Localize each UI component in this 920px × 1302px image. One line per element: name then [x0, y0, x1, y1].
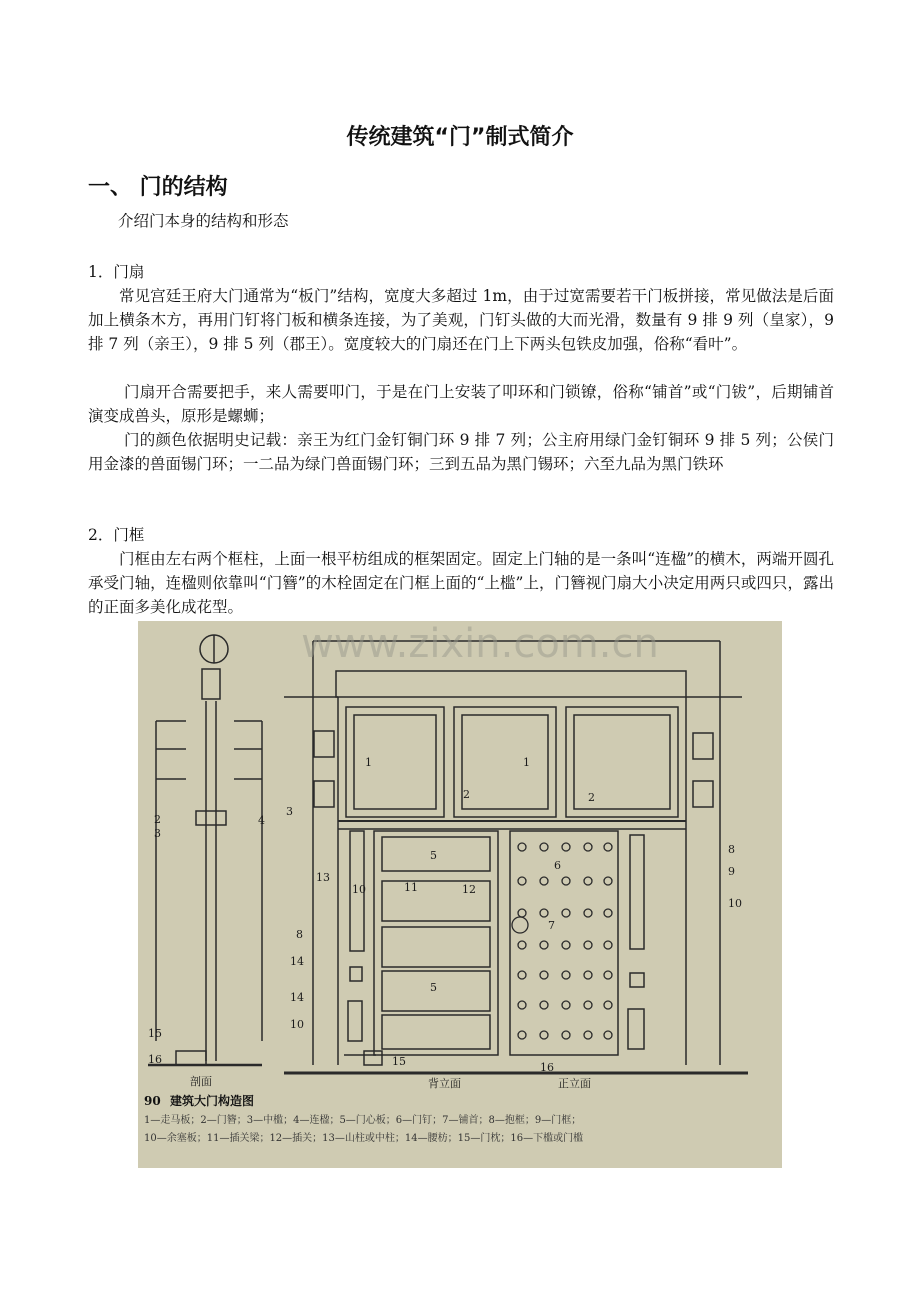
callout-label: 6 — [554, 859, 561, 872]
callout-label: 5 — [430, 981, 437, 994]
callout-label: 10 — [728, 897, 742, 910]
figure-legend-line-1: 1—走马板；2—门簪；3—中槛；4—连楹；5—门心板；6—门钉；7—铺首；8—抱框；9—门框； — [144, 1115, 582, 1126]
figure-caption-title: 建筑大门构造图 — [170, 1094, 255, 1108]
subsection-heading-door-leaf: 1．门扇 — [88, 263, 145, 281]
callout-label: 7 — [548, 919, 555, 932]
intro-text: 介绍门本身的结构和形态 — [118, 212, 289, 230]
label-section-view: 剖面 — [190, 1075, 212, 1088]
callout-label: 8 — [728, 843, 735, 856]
callout-label: 16 — [148, 1053, 162, 1066]
figure-number: 90 — [144, 1094, 161, 1108]
subsection-heading-door-frame: 2．门框 — [88, 526, 145, 544]
callout-label: 12 — [462, 883, 476, 896]
paragraph-door-leaf-2: 门扇开合需要把手，来人需要叩门，于是在门上安装了叩环和门锁镣，俗称“铺首”或“门钹”，后期铺首演变成兽头，原形是螺蛳； — [88, 383, 834, 425]
callout-label: 1 — [523, 756, 530, 769]
label-back-elevation: 背立面 — [428, 1077, 461, 1090]
callout-label: 9 — [728, 865, 735, 878]
callout-label: 2 — [463, 788, 470, 801]
paragraph-door-leaf-1: 常见宫廷王府大门通常为“板门”结构，宽度大多超过 1m，由于过宽需要若干门板拼接，常见做法是后面加上横条木方，再用门钉将门板和横条连接，为了美观，门钉头做的大而光滑，数量有 9 排 9 列（皇家），9 排 7 列（亲王），9 排 5 列（郡王）。宽度较大的门扇还在门上下两头包铁皮加强，俗称“看叶”。 — [88, 287, 834, 353]
watermark: www.zixin.com.cn — [301, 621, 659, 667]
callout-label: 2 — [154, 813, 161, 826]
callout-label: 10 — [290, 1018, 304, 1031]
callout-label: 5 — [430, 849, 437, 862]
callout-label: 14 — [290, 955, 304, 968]
callout-label: 1 — [365, 756, 372, 769]
door-structure-figure — [138, 621, 782, 1168]
callout-label: 14 — [290, 991, 304, 1004]
figure-legend-line-2: 10—余塞板；11—插关梁；12—插关；13—山柱或中柱；14—腰枋；15—门枕；16—下槛或门槛 — [144, 1133, 584, 1144]
callout-label: 13 — [316, 871, 330, 884]
callout-label: 3 — [154, 827, 161, 840]
paragraph-door-leaf-3: 门的颜色依据明史记载：亲王为红门金钉铜门环 9 排 7 列；公主府用绿门金钉铜环 9 排 5 列；公侯门用金漆的兽面锡门环；一二品为绿门兽面锡门环；三到五品为黑门锡环；六至九品为黑门铁环 — [88, 431, 834, 473]
label-front-elevation: 正立面 — [558, 1077, 591, 1090]
callout-label: 10 — [352, 883, 366, 896]
callout-label: 16 — [540, 1061, 554, 1074]
callout-label: 15 — [148, 1027, 162, 1040]
callout-label: 15 — [392, 1055, 406, 1068]
callout-label: 8 — [296, 928, 303, 941]
callout-label: 11 — [404, 881, 418, 894]
callout-label: 3 — [286, 805, 293, 818]
document-title: 传统建筑“门”制式简介 — [346, 125, 574, 150]
callout-label: 2 — [588, 791, 595, 804]
callout-label: 4 — [258, 814, 265, 827]
section-heading: 一、 门的结构 — [88, 175, 228, 200]
paragraph-door-frame: 门框由左右两个框柱，上面一根平枋组成的框架固定。固定上门轴的是一条叫“连楹”的横木，两端开圆孔承受门轴，连楹则依靠叫“门簪”的木栓固定在门框上面的“上槛”上，门簪视门扇大小决定用两只或四只，露出的正面多美化成花型。 — [88, 550, 834, 616]
